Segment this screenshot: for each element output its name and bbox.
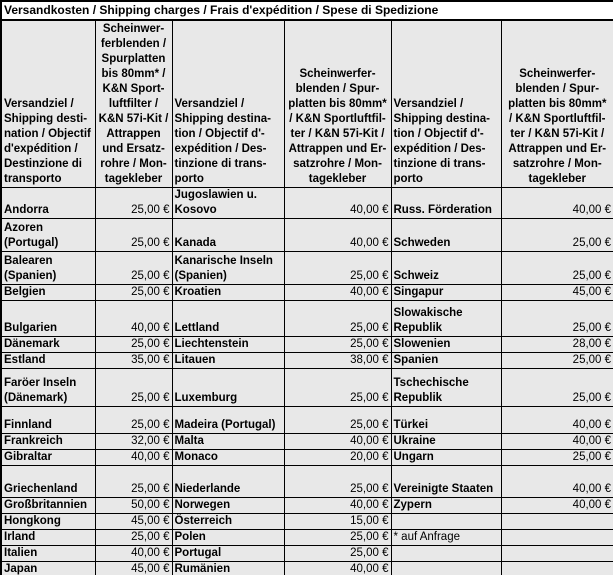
table-row [1,285,613,301]
destination-cell: Norwegen [172,498,284,514]
destination-cell: Schweiz [391,252,501,285]
price-cell: 20,00 € [284,450,391,466]
destination-cell: Portugal [172,546,284,562]
price-cell: 25,00 € [284,369,391,407]
destination-cell: Niederlande [172,466,284,498]
destination-cell: Luxemburg [172,369,284,407]
price-cell: 25,00 € [95,285,172,301]
destination-cell: Singapur [391,285,501,301]
table-row [1,188,613,219]
price-cell [501,546,613,562]
destination-cell: Balearen (Spanien) [1,252,95,285]
price-cell: 40,00 € [284,188,391,219]
table-row [1,466,613,498]
table-row [1,530,613,546]
price-cell: 25,00 € [95,530,172,546]
destination-cell: Estland [1,353,95,369]
price-cell: 25,00 € [95,466,172,498]
destination-cell [391,546,501,562]
price-cell: 25,00 € [284,546,391,562]
column-header-destination-2: Versandziel / Shipping destina- tion / Objectif d'- expédition / Des- tinzione di trans- porto [172,20,284,188]
destination-cell: Japan [1,562,95,575]
destination-cell: Ukraine [391,434,501,450]
destination-cell: Kroatien [172,285,284,301]
destination-cell: Polen [172,530,284,546]
price-cell: 25,00 € [501,450,613,466]
price-cell: 50,00 € [95,498,172,514]
table-row [1,369,613,407]
price-cell: 25,00 € [95,337,172,353]
price-cell: 40,00 € [501,466,613,498]
destination-cell: Italien [1,546,95,562]
destination-cell: Großbritannien [1,498,95,514]
price-cell: 40,00 € [95,301,172,337]
destination-cell: Azoren (Portugal) [1,219,95,252]
table-row [1,337,613,353]
price-cell: 25,00 € [95,219,172,252]
table-row [1,434,613,450]
destination-cell: Malta [172,434,284,450]
price-cell [501,530,613,546]
destination-cell: Faröer Inseln (Dänemark) [1,369,95,407]
destination-cell: Slowenien [391,337,501,353]
price-cell: 35,00 € [95,353,172,369]
table-title-row [1,1,613,20]
price-cell: 40,00 € [501,434,613,450]
price-cell: 45,00 € [95,514,172,530]
table-row [1,514,613,530]
price-cell: 25,00 € [501,369,613,407]
destination-cell: Österreich [172,514,284,530]
destination-cell: Rumänien [172,562,284,575]
price-cell: 40,00 € [501,407,613,434]
column-header-destination-3: Versandziel / Shipping destina- tion / Objectif d'- expédition / Des- tinzione di trans- porto [391,20,501,188]
price-cell [501,514,613,530]
destination-cell: Ungarn [391,450,501,466]
destination-cell: Zypern [391,498,501,514]
destination-cell: Kanarische Inseln (Spanien) [172,252,284,285]
table-row [1,301,613,337]
destination-cell: Frankreich [1,434,95,450]
destination-cell: Spanien [391,353,501,369]
price-cell: 15,00 € [284,514,391,530]
table-title: Versandkosten / Shipping charges / Frais d'expédition / Spese di Spedizione [1,1,613,20]
destination-cell: Finnland [1,407,95,434]
table-header-row [1,20,613,188]
price-cell: 28,00 € [501,337,613,353]
destination-cell: Litauen [172,353,284,369]
destination-cell: Schweden [391,219,501,252]
price-cell: 25,00 € [284,530,391,546]
price-cell: 40,00 € [501,188,613,219]
destination-cell [391,514,501,530]
price-cell: 40,00 € [284,562,391,575]
destination-cell: Kanada [172,219,284,252]
destination-cell: Griechenland [1,466,95,498]
destination-cell: Russ. Förderation [391,188,501,219]
price-cell: 40,00 € [95,546,172,562]
table-row [1,562,613,575]
destination-cell: Belgien [1,285,95,301]
price-cell: 40,00 € [284,285,391,301]
destination-cell: Bulgarien [1,301,95,337]
price-cell: 25,00 € [95,369,172,407]
destination-cell: Lettland [172,301,284,337]
price-cell: 40,00 € [95,450,172,466]
destination-cell: Andorra [1,188,95,219]
price-cell: 40,00 € [284,219,391,252]
table-row [1,252,613,285]
price-cell: 25,00 € [284,252,391,285]
destination-cell: Hongkong [1,514,95,530]
price-cell: 25,00 € [501,219,613,252]
destination-cell: Liechtenstein [172,337,284,353]
price-cell: 25,00 € [95,252,172,285]
destination-cell: Slowakische Republik [391,301,501,337]
price-cell: 25,00 € [284,466,391,498]
column-header-price-3: Scheinwerfer- blenden / Spur- platten bis 80mm* / K&N Sportluftfil- ter / K&N 57i-Kit / Attrappen und Er- satzrohre / Mon- tagekleber [501,20,613,188]
price-cell: 25,00 € [95,188,172,219]
table-row [1,546,613,562]
destination-cell: Vereinigte Staaten [391,466,501,498]
table-row [1,353,613,369]
destination-cell: Dänemark [1,337,95,353]
destination-cell: Jugoslawien u. Kosovo [172,188,284,219]
destination-cell: Irland [1,530,95,546]
destination-cell: Türkei [391,407,501,434]
destination-cell: Tschechische Republik [391,369,501,407]
destination-cell: Gibraltar [1,450,95,466]
price-cell: 38,00 € [284,353,391,369]
price-cell: 40,00 € [501,498,613,514]
price-cell: 45,00 € [501,285,613,301]
price-cell: 25,00 € [284,407,391,434]
table-row [1,219,613,252]
price-cell: 40,00 € [284,498,391,514]
price-cell: 25,00 € [501,301,613,337]
price-cell [501,562,613,575]
table-row [1,450,613,466]
destination-cell [391,562,501,575]
destination-cell: Monaco [172,450,284,466]
price-cell: 25,00 € [501,252,613,285]
price-cell: 25,00 € [284,337,391,353]
price-cell: 45,00 € [95,562,172,575]
destination-cell: Madeira (Portugal) [172,407,284,434]
table-row [1,498,613,514]
column-header-price-1: Scheinwer- ferblenden / Spurplatten bis 80mm* / K&N Sport- luftfilter / K&N 57i-Kit / Attrappen und Ersatz- rohre / Mon- tagekleber [95,20,172,188]
table-row [1,407,613,434]
price-cell: 25,00 € [95,407,172,434]
column-header-price-2: Scheinwerfer- blenden / Spur- platten bis 80mm* / K&N Sportluftfil- ter / K&N 57i-Kit / Attrappen und Er- satzrohre / Mon- tagekleber [284,20,391,188]
table-body [1,188,613,575]
price-cell: 40,00 € [284,434,391,450]
price-cell: 25,00 € [284,301,391,337]
price-cell: 25,00 € [501,353,613,369]
price-cell: 32,00 € [95,434,172,450]
footnote-auf-anfrage: * auf Anfrage [391,530,501,546]
column-header-destination-1: Versandziel / Shipping desti- nation / Objectif d'expédition / Destinzione di transporto [1,20,95,188]
